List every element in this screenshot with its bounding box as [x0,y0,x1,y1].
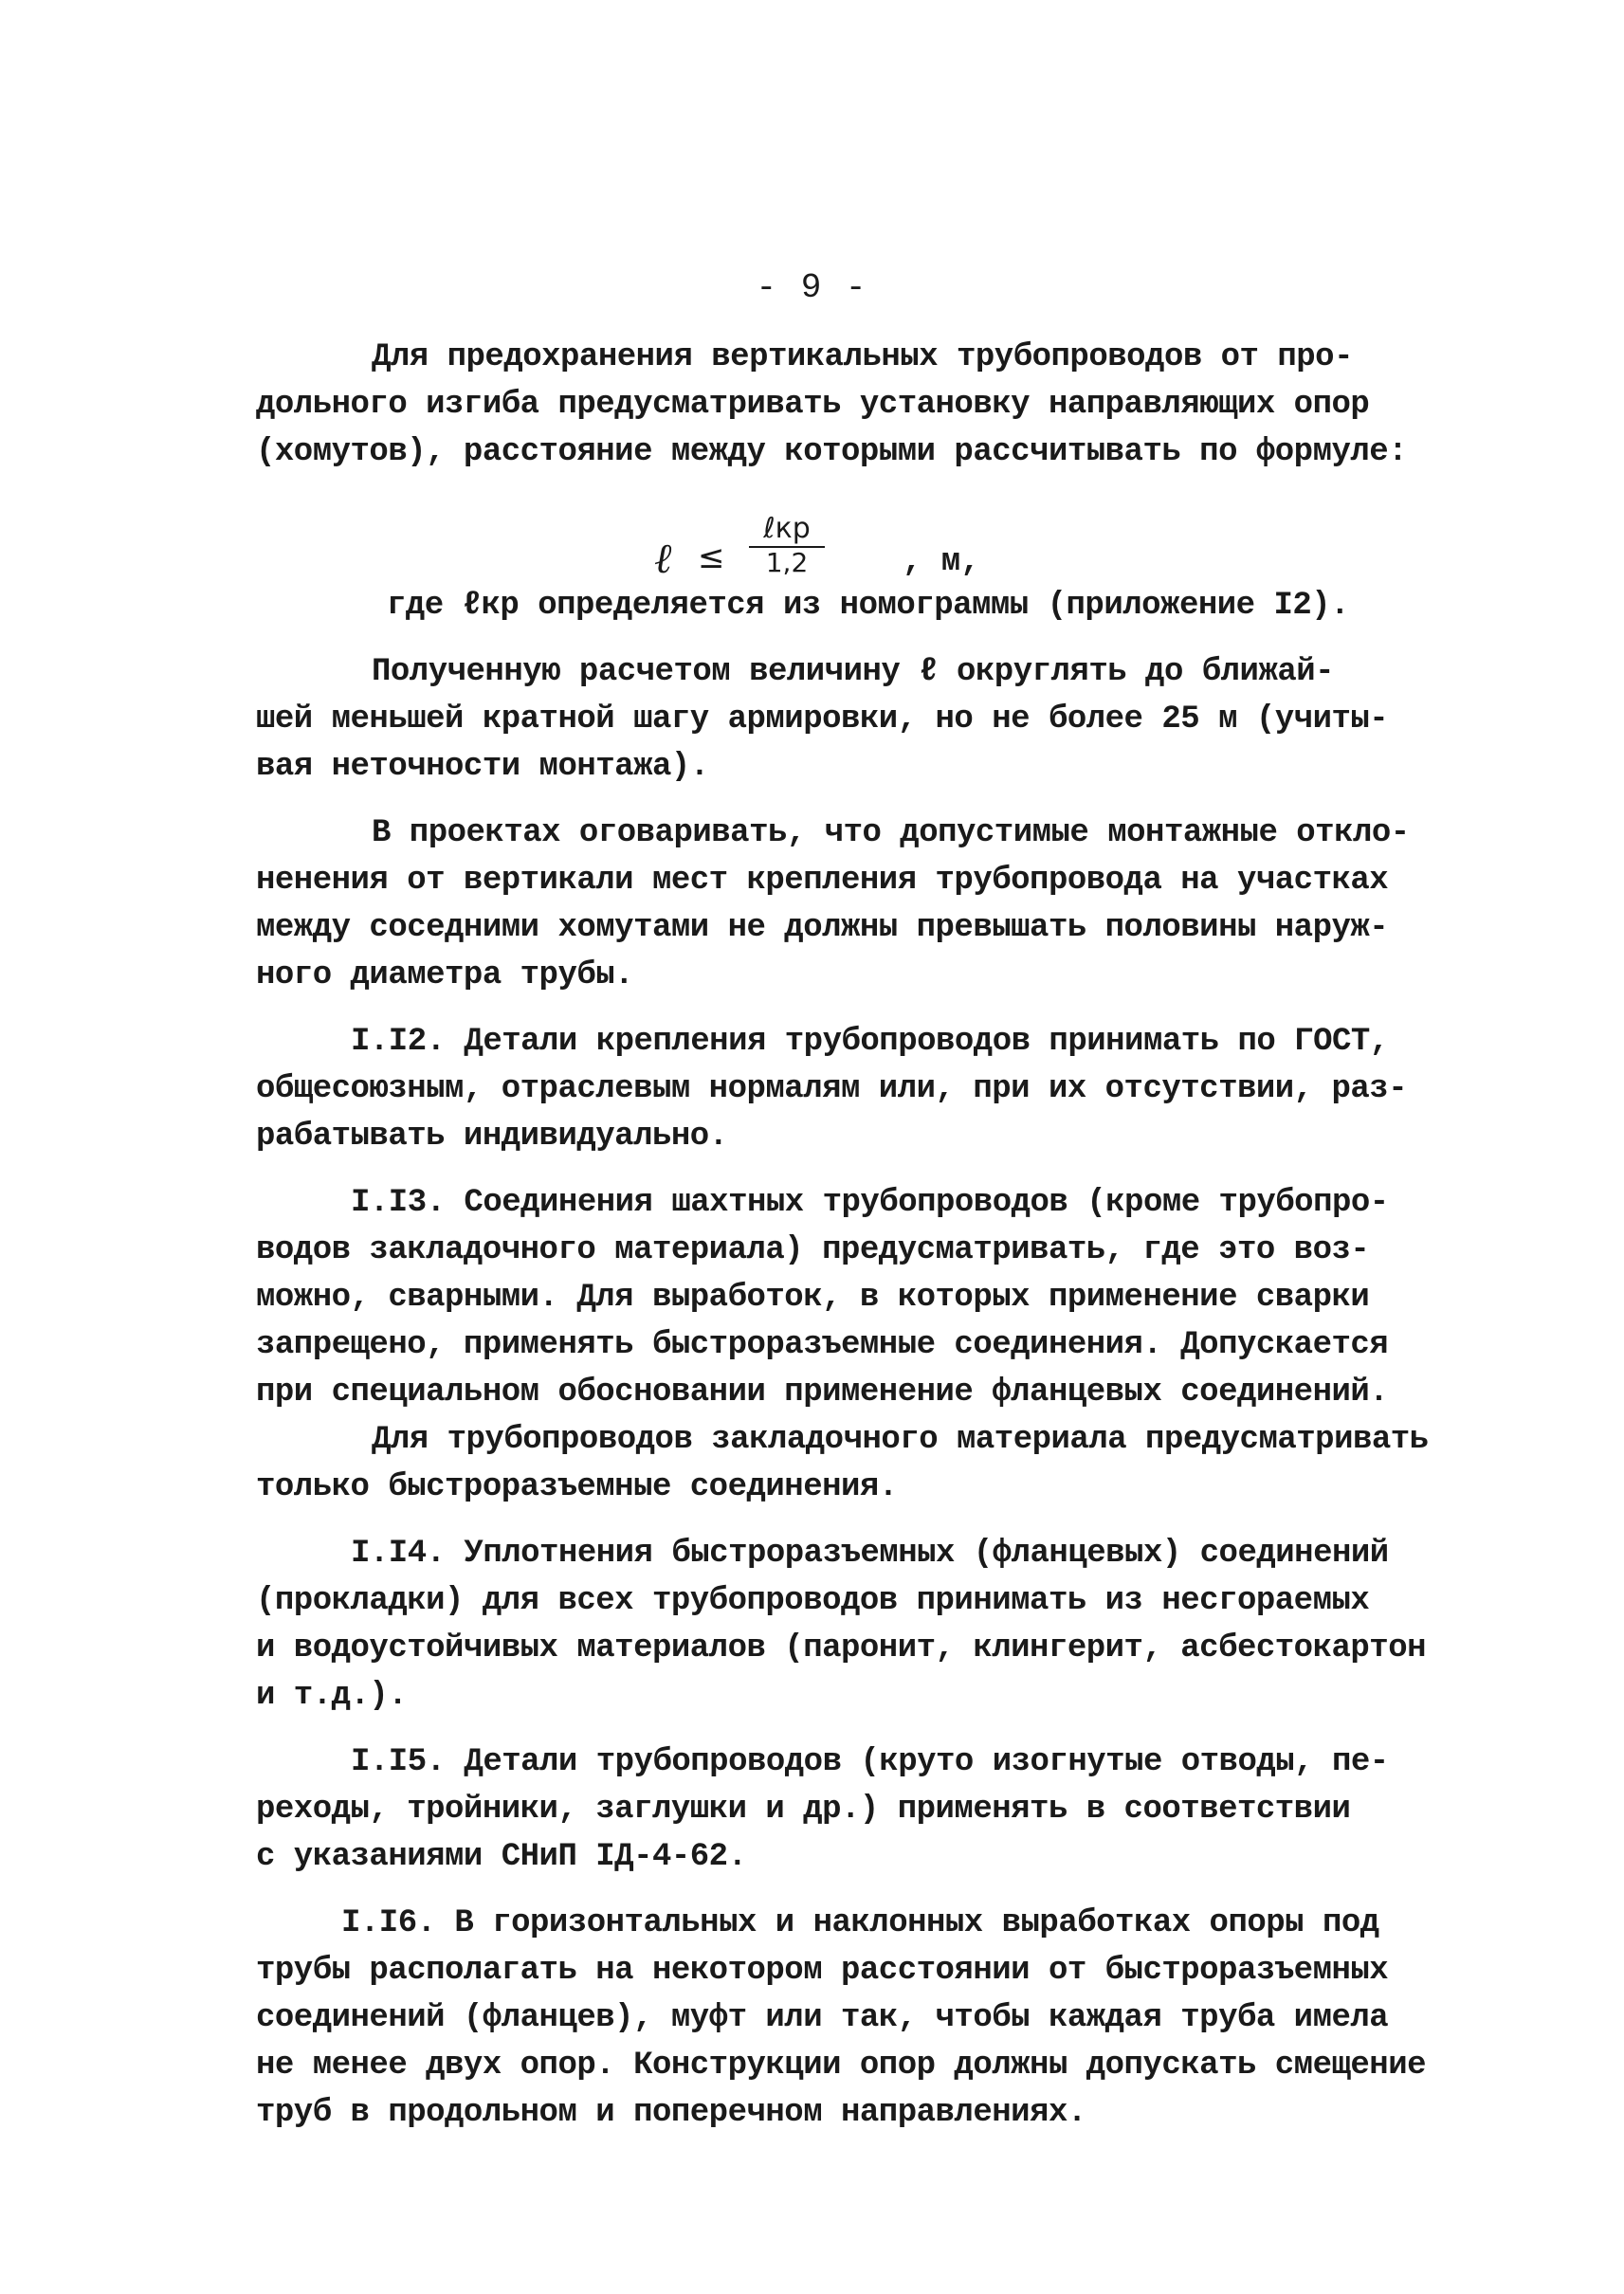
text-line: ного диаметра трубы. [256,957,634,993]
text-line: водов закладочного материала) предусматривать, где это воз- [256,1232,1370,1268]
text-line: где ℓкр определяется из номограммы (приложение I2). [387,588,1350,624]
text-line: соединений (фланцев), муфт или так, чтобы каждая труба имела [256,2000,1389,2036]
text-line: I.I5. Детали трубопроводов (круто изогнутые отводы, пе- [351,1744,1389,1780]
text-line: ненения от вертикали мест крепления трубопровода на участках [256,863,1389,899]
text-line: Полученную расчетом величину ℓ округлять до ближай- [372,654,1335,690]
formula-denominator: 1,2 [765,547,809,578]
text-line: I.I4. Уплотнения быстроразъемных (фланцевых) соединений [351,1536,1389,1572]
formula-lhs: ℓ [654,535,672,583]
formula-relation: ≤ [698,538,725,576]
formula-numerator: ℓкр [749,512,825,548]
text-line: дольного изгиба предусматривать установку направляющих опор [256,387,1370,423]
text-line: и т.д.). [256,1678,408,1714]
text-line: I.I3. Соединения шахтных трубопроводов (кроме трубопро- [351,1185,1389,1221]
formula-fraction [749,512,825,578]
text-line: запрещено, применять быстроразъемные соединения. Допускается [256,1327,1389,1363]
text-line: В проектах оговаривать, что допустимые монтажные откло- [372,815,1410,851]
text-line: не менее двух опор. Конструкции опор должны допускать смещение [256,2048,1427,2084]
text-line: можно, сварными. Для выработок, в которых применение сварки [256,1280,1370,1316]
text-line: Для предохранения вертикальных трубопроводов от про- [372,339,1353,375]
text-line: труб в продольном и поперечном направлениях. [256,2095,1086,2131]
text-line: только быстроразъемные соединения. [256,1469,898,1505]
text-line: с указаниями СНиП IД-4-62. [256,1839,747,1875]
text-line: (хомутов), расстояние между которыми рассчитывать по формуле: [256,434,1408,470]
text-line: I.I6. В горизонтальных и наклонных выработках опоры под [341,1905,1379,1941]
text-line: вая неточности монтажа). [256,749,709,785]
text-line: между соседними хомутами не должны превышать половины наруж- [256,910,1389,946]
formula-unit: , м, [903,544,980,580]
text-line: общесоюзным, отраслевым нормалям или, при их отсутствии, раз- [256,1071,1408,1107]
text-line: реходы, тройники, заглушки и др.) применять в соответствии [256,1792,1351,1828]
text-line: рабатывать индивидуально. [256,1119,728,1155]
text-line: при специальном обосновании применение фланцевых соединений. [256,1375,1389,1411]
text-line: (прокладки) для всех трубопроводов принимать из несгораемых [256,1583,1370,1619]
text-line: трубы располагать на некотором расстоянии от быстроразъемных [256,1953,1389,1989]
text-line: и водоустойчивых материалов (паронит, клингерит, асбестокартон [256,1630,1427,1666]
text-line: I.I2. Детали крепления трубопроводов принимать по ГОСТ, [351,1024,1389,1060]
page-number: - 9 - [756,268,868,307]
text-line: Для трубопроводов закладочного материала предусматривать [372,1422,1429,1458]
text-line: шей меньшей кратной шагу армировки, но не более 25 м (учиты- [256,701,1389,737]
